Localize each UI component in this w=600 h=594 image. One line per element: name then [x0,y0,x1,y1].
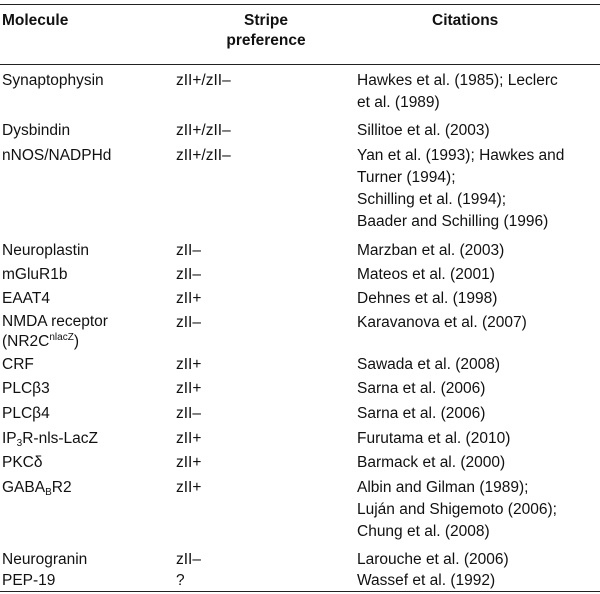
row-citations [357,452,599,474]
row-citations [357,312,599,334]
row-stripe: zII+/zII– [176,147,231,164]
citation-line: Sillitoe et al. (2003) [357,122,490,139]
row-citations [357,288,599,310]
header-stripe-line1: Stripe [244,12,288,29]
citation-line: Sarna et al. (2006) [357,405,486,422]
molecule-base: IP [2,430,17,447]
row-molecule: EAAT4 [2,290,50,307]
header-stripe-line2: preference [226,32,306,49]
row-citations [357,70,599,114]
citation-line: Yan et al. (1993); Hawkes and [357,147,565,164]
citation-line: Wassef et al. (1992) [357,572,496,589]
row-stripe: zII– [176,405,201,422]
row-molecule: nNOS/NADPHd [2,147,112,164]
row-citations [357,403,599,425]
citation-line: Schilling et al. (1994); [357,191,507,208]
citation-line: Marzban et al. (2003) [357,242,505,259]
row-molecule: PLCβ3 [2,380,50,397]
row-stripe: zII– [176,266,201,283]
citation-line: Mateos et al. (2001) [357,266,495,283]
citation-line: Chung et al. (2008) [357,523,490,540]
row-molecule: Synaptophysin [2,72,104,89]
row-stripe: zII– [176,242,201,259]
header-stripe-preference [226,11,306,51]
row-stripe: zII+/zII– [176,72,231,89]
molecule-tail: ) [73,333,79,350]
row-citations [357,354,599,376]
header-citations: Citations [432,12,499,29]
row-molecule [2,428,202,450]
row-stripe: zII+ [176,380,202,397]
row-citations [357,549,599,571]
row-stripe: zII+/zII– [176,122,231,139]
row-molecule: mGluR1b [2,266,68,283]
citation-line: Albin and Gilman (1989); [357,479,529,496]
row-stripe: zII+ [176,290,202,307]
citation-line: Luján and Shigemoto (2006); [357,501,557,518]
molecule-tail: R2 [51,479,72,496]
row-molecule [2,312,202,352]
citation-line: Karavanova et al. (2007) [357,314,527,331]
row-citations [357,120,599,142]
citation-line: Furutama et al. (2010) [357,430,511,447]
row-citations [357,428,599,450]
row-molecule: Neuroplastin [2,242,90,259]
molecule-tail: R-nls-LacZ [22,430,99,447]
molecule-line1: NMDA receptor [2,313,108,330]
citation-line: Hawkes et al. (1985); Leclerc [357,72,558,89]
row-molecule: Dysbindin [2,122,71,139]
citation-line: Sarna et al. (2006) [357,380,486,397]
citation-line: Larouche et al. (2006) [357,551,509,568]
citation-line: Dehnes et al. (1998) [357,290,498,307]
citation-line: Turner (1994); [357,169,456,186]
citation-line: Sawada et al. (2008) [357,356,501,373]
row-citations [357,477,599,543]
row-molecule: PLCβ4 [2,405,50,422]
header-molecule: Molecule [2,12,69,29]
row-stripe: zII+ [176,430,202,447]
row-molecule: Neurogranin [2,551,88,568]
row-molecule [2,477,202,499]
row-citations [357,145,599,233]
row-stripe: zII+ [176,454,202,471]
row-citations [357,570,599,592]
row-stripe: zII+ [176,356,202,373]
header-rule [0,64,600,65]
molecule-line2 [2,332,202,352]
row-molecule: PKCδ [2,454,43,471]
molecule-base: GABA [2,479,46,496]
row-citations [357,264,599,286]
molecule-subscript: B [45,487,52,498]
molecule-subscript: 3 [16,438,23,449]
row-stripe: zII+ [176,479,202,496]
citation-line: Baader and Schilling (1996) [357,213,549,230]
row-stripe: ? [176,572,185,589]
top-rule [0,4,600,5]
row-citations [357,240,599,262]
molecule-base: (NR2C [2,333,50,350]
citation-line: Barmack et al. (2000) [357,454,506,471]
molecule-superscript: nlacZ [49,332,74,343]
row-molecule: PEP-19 [2,572,56,589]
citation-line: et al. (1989) [357,94,440,111]
row-stripe: zII– [176,314,201,331]
row-stripe: zII– [176,551,201,568]
row-citations [357,378,599,400]
row-molecule: CRF [2,356,34,373]
